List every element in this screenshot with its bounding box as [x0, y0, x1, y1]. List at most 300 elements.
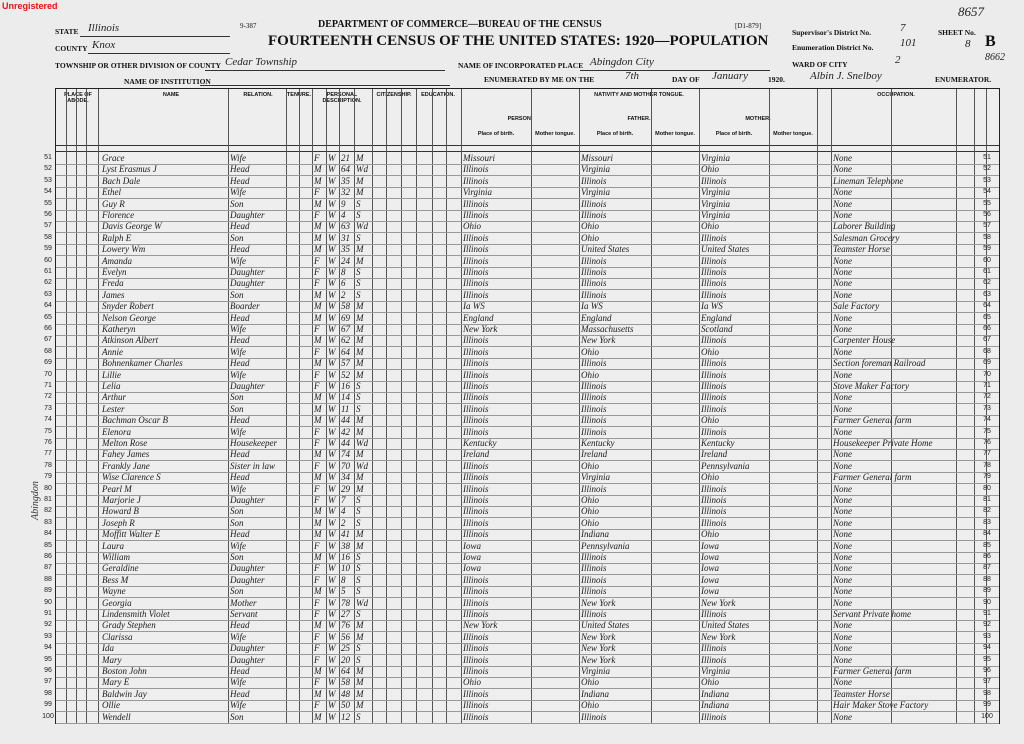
cell-ms: M — [356, 346, 364, 357]
cell-race: W — [328, 472, 336, 483]
cell-fbirth: Illinois — [581, 403, 607, 414]
cell-race: W — [328, 620, 336, 631]
cell-fbirth: Ohio — [581, 700, 599, 711]
cell-occ: None — [833, 426, 852, 437]
cell-birth: Illinois — [463, 381, 489, 391]
cell-birth: New York — [463, 324, 498, 334]
cell-mbirth: Illinois — [701, 278, 727, 289]
row-number-right: 91 — [983, 610, 991, 617]
cell-name: Wendell — [102, 711, 131, 722]
cell-name: Wayne — [102, 586, 126, 597]
cell-ms: M — [356, 369, 364, 380]
row-number-right: 71 — [983, 382, 991, 389]
cell-name: Nelson George — [102, 312, 156, 323]
cell-race: W — [328, 506, 336, 517]
cell-rel: Wife — [230, 540, 246, 551]
census-table — [42, 88, 1000, 724]
row-number-right: 51 — [983, 154, 991, 161]
row-number-right: 58 — [983, 233, 991, 241]
cell-birth: Illinois — [463, 244, 489, 255]
cell-name: Frankly Jane — [102, 460, 150, 471]
row-number: 97 — [44, 678, 52, 686]
cell-rel: Mother — [230, 597, 257, 608]
cell-rel: Head — [230, 175, 250, 186]
cell-birth: Illinois — [463, 472, 489, 483]
cell-occ: None — [833, 654, 852, 665]
cell-name: Boston John — [102, 666, 147, 676]
cell-birth: Missouri — [463, 153, 496, 163]
col-mother-birth: Place of birth. — [715, 131, 753, 137]
cell-age: 70 — [341, 460, 350, 471]
cell-fbirth: Ireland — [581, 449, 608, 460]
cell-occ: None — [833, 711, 852, 722]
row-number: 60 — [44, 256, 52, 264]
cell-name: Snyder Robert — [102, 301, 154, 312]
cell-occ: None — [833, 312, 852, 323]
cell-occ: None — [833, 210, 852, 220]
cell-race: W — [328, 244, 336, 255]
cell-mbirth: Kentucky — [701, 438, 735, 448]
cell-mbirth: Virginia — [701, 153, 730, 163]
cell-birth: Illinois — [463, 289, 489, 300]
cell-race: W — [328, 164, 336, 175]
cell-rel: Son — [230, 586, 244, 597]
cell-ms: S — [356, 711, 361, 722]
cell-race: W — [328, 483, 336, 494]
cell-birth: Illinois — [463, 392, 489, 403]
row-number: 68 — [44, 347, 52, 355]
cell-mbirth: Virginia — [701, 187, 730, 198]
cell-occ: None — [833, 506, 852, 517]
row-number-right: 75 — [983, 427, 991, 435]
cell-occ: Laborer Building — [833, 221, 896, 232]
row-number-right: 76 — [983, 439, 991, 446]
cell-birth: Illinois — [463, 278, 489, 289]
col-personal: PERSONAL DESCRIPTION. — [322, 92, 362, 104]
cell-mbirth: Iowa — [701, 563, 719, 574]
cell-occ: None — [833, 187, 852, 198]
cell-ms: S — [356, 289, 361, 300]
year-label: 1920. — [768, 75, 785, 84]
cell-sex: M — [314, 552, 322, 562]
cell-mbirth: Illinois — [701, 381, 727, 391]
cell-age: 31 — [341, 232, 350, 243]
township-label: TOWNSHIP OR OTHER DIVISION OF COUNTY — [55, 61, 222, 70]
cell-fbirth: Illinois — [581, 358, 607, 369]
cell-rel: Son — [230, 506, 244, 517]
cell-sex: F — [314, 369, 320, 380]
cell-age: 38 — [341, 540, 350, 551]
cell-sex: F — [314, 540, 320, 551]
cell-sex: F — [314, 700, 320, 711]
row-number: 63 — [44, 290, 52, 298]
cell-ms: S — [356, 210, 361, 220]
cell-age: 48 — [341, 688, 350, 699]
cell-name: Pearl M — [102, 483, 132, 494]
row-number-right: 100 — [981, 712, 993, 720]
cell-race: W — [328, 289, 336, 300]
enumerated-day: 7th — [625, 70, 640, 82]
cell-sex: F — [314, 495, 320, 505]
cell-name: Bach Dale — [102, 175, 141, 186]
cell-sex: M — [314, 620, 322, 631]
cell-occ: None — [833, 346, 852, 357]
cell-name: Bess M — [102, 574, 129, 585]
row-number-right: 54 — [983, 188, 991, 196]
cell-rel: Son — [230, 198, 244, 209]
cell-ms: Wd — [356, 597, 368, 608]
supervisor-value: 7 — [900, 22, 906, 34]
row-number: 67 — [44, 336, 52, 344]
cell-occ: Section foreman Railroad — [833, 358, 926, 369]
cell-age: 58 — [341, 677, 350, 688]
cell-name: Geraldine — [102, 563, 139, 574]
cell-ms: S — [356, 552, 361, 562]
cell-birth: Kentucky — [463, 438, 497, 448]
row-number-right: 84 — [983, 530, 991, 538]
cell-occ: Servant Private home — [833, 609, 911, 619]
cell-mbirth: United States — [701, 244, 750, 255]
row-number: 99 — [44, 701, 52, 709]
cell-sex: F — [314, 438, 320, 448]
cell-age: 44 — [341, 438, 350, 448]
cell-birth: Illinois — [463, 643, 489, 654]
watermark-label: Unregistered — [2, 1, 58, 11]
cell-rel: Son — [230, 517, 244, 528]
cell-mbirth: Ireland — [701, 449, 728, 460]
cell-ms: S — [356, 198, 361, 209]
cell-fbirth: Ohio — [581, 369, 599, 380]
cell-ms: S — [356, 506, 361, 517]
cell-name: Arthur — [102, 392, 127, 403]
cell-occ: None — [833, 620, 852, 631]
cell-occ: None — [833, 517, 852, 528]
row-number: 72 — [44, 393, 52, 401]
col-mother-tongue: Mother tongue. — [773, 131, 813, 137]
cell-occ: Lineman Telephone — [833, 175, 904, 186]
col-father-birth: Place of birth. — [596, 131, 634, 137]
col-father-tongue: Mother tongue. — [655, 131, 695, 137]
row-number-right: 67 — [983, 336, 991, 344]
cell-occ: None — [833, 324, 852, 334]
cell-age: 52 — [341, 369, 350, 380]
cell-race: W — [328, 597, 336, 608]
row-number-right: 93 — [983, 632, 991, 640]
cell-ms: M — [356, 255, 364, 266]
cell-ms: S — [356, 654, 361, 665]
cell-rel: Head — [230, 415, 250, 426]
row-number: 70 — [44, 370, 52, 378]
cell-birth: Illinois — [463, 711, 489, 722]
cell-sex: M — [314, 449, 322, 460]
col-father: FATHER. — [627, 116, 651, 122]
cell-rel: Daughter — [230, 574, 265, 585]
cell-fbirth: England — [581, 312, 612, 323]
cell-ms: M — [356, 324, 364, 334]
cell-fbirth: Massachusetts — [581, 324, 634, 334]
cell-sex: M — [314, 517, 322, 528]
cell-fbirth: United States — [581, 620, 630, 631]
cell-race: W — [328, 278, 336, 289]
cell-fbirth: Illinois — [581, 426, 607, 437]
cell-sex: M — [314, 312, 322, 323]
cell-fbirth: Illinois — [581, 563, 607, 574]
cell-occ: Teamster Horse — [833, 688, 890, 699]
cell-birth: Illinois — [463, 255, 489, 266]
census-title: FOURTEENTH CENSUS OF THE UNITED STATES: 1920—POPULATION — [268, 33, 769, 49]
cell-race: W — [328, 654, 336, 665]
cell-mbirth: Ia WS — [701, 301, 723, 312]
cell-rel: Head — [230, 529, 250, 540]
cell-race: W — [328, 677, 336, 688]
cell-sex: F — [314, 381, 320, 391]
cell-rel: Son — [230, 403, 244, 414]
cell-fbirth: Illinois — [581, 175, 607, 186]
cell-rel: Head — [230, 449, 250, 460]
cell-fbirth: Virginia — [581, 164, 610, 175]
cell-mbirth: Ohio — [701, 164, 719, 175]
cell-age: 41 — [341, 529, 350, 540]
cell-birth: Iowa — [463, 540, 481, 551]
cell-sex: M — [314, 506, 322, 517]
cell-rel: Wife — [230, 187, 246, 198]
row-number: 92 — [44, 621, 52, 629]
cell-race: W — [328, 438, 336, 448]
cell-birth: Illinois — [463, 426, 489, 437]
cell-age: 21 — [341, 153, 350, 163]
cell-name: Davis George W — [102, 221, 162, 232]
cell-ms: M — [356, 472, 364, 483]
row-number-right: 92 — [983, 621, 991, 629]
cell-sex: M — [314, 415, 322, 426]
cell-sex: F — [314, 210, 320, 220]
cell-ms: S — [356, 381, 361, 391]
cell-fbirth: Ohio — [581, 506, 599, 517]
row-number: 88 — [44, 575, 52, 583]
row-number: 74 — [44, 416, 52, 424]
cell-name: Grady Stephen — [102, 620, 156, 631]
cell-mbirth: Indiana — [701, 688, 729, 699]
cell-rel: Head — [230, 221, 250, 232]
cell-occ: None — [833, 643, 852, 654]
cell-birth: Illinois — [463, 335, 489, 346]
row-number: 56 — [44, 211, 52, 218]
cell-age: 74 — [341, 449, 350, 460]
cell-ms: Wd — [356, 164, 368, 175]
cell-age: 10 — [341, 563, 350, 574]
cell-mbirth: Indiana — [701, 700, 729, 711]
cell-ms: M — [356, 301, 364, 312]
township-value: Cedar Township — [225, 56, 298, 68]
cell-name: Ethel — [102, 187, 121, 198]
cell-rel: Housekeeper — [230, 438, 277, 448]
cell-occ: None — [833, 597, 852, 608]
cell-age: 44 — [341, 415, 350, 426]
cell-occ: None — [833, 278, 852, 289]
cell-fbirth: Ohio — [581, 232, 599, 243]
cell-ms: M — [356, 631, 364, 642]
cell-mbirth: Iowa — [701, 540, 719, 551]
cell-race: W — [328, 210, 336, 220]
cell-ms: M — [356, 175, 364, 186]
cell-fbirth: Illinois — [581, 609, 607, 619]
cell-mbirth: Illinois — [701, 392, 727, 403]
row-number-right: 56 — [983, 211, 991, 218]
cell-mbirth: New York — [701, 631, 736, 642]
cell-sex: F — [314, 654, 320, 665]
cell-fbirth: Illinois — [581, 255, 607, 266]
cell-mbirth: Virginia — [701, 666, 730, 676]
cell-fbirth: Illinois — [581, 392, 607, 403]
row-number: 53 — [44, 176, 52, 184]
incorporated-label: NAME OF INCORPORATED PLACE — [458, 61, 584, 70]
cell-name: Bachman Oscar B — [102, 415, 168, 426]
row-number: 76 — [44, 439, 52, 446]
row-number-right: 78 — [983, 461, 991, 469]
enumeration-label: Enumeration District No. — [792, 43, 874, 52]
cell-mbirth: Ohio — [701, 221, 719, 232]
cell-birth: Illinois — [463, 529, 489, 540]
row-number: 52 — [44, 165, 52, 173]
cell-race: W — [328, 631, 336, 642]
cell-mbirth: Ohio — [701, 415, 719, 426]
cell-rel: Wife — [230, 631, 246, 642]
row-number-right: 57 — [983, 222, 991, 230]
cell-race: W — [328, 381, 336, 391]
cell-sex: F — [314, 597, 320, 608]
row-number: 71 — [44, 382, 52, 389]
cell-race: W — [328, 529, 336, 540]
ward-value: 2 — [895, 54, 901, 66]
cell-rel: Wife — [230, 369, 246, 380]
cell-birth: Illinois — [463, 232, 489, 243]
cell-occ: None — [833, 153, 852, 163]
cell-fbirth: Indiana — [581, 688, 609, 699]
cell-mbirth: Ohio — [701, 677, 719, 688]
row-number-right: 65 — [983, 313, 991, 321]
cell-occ: None — [833, 563, 852, 574]
cell-name: Ida — [102, 643, 114, 654]
cell-age: 11 — [341, 403, 350, 414]
cell-race: W — [328, 711, 336, 722]
col-citizenship: CITIZENSHIP. — [376, 92, 412, 98]
cell-rel: Wife — [230, 255, 246, 266]
cell-mbirth: Illinois — [701, 232, 727, 243]
cell-birth: Illinois — [463, 164, 489, 175]
row-number: 98 — [44, 689, 52, 697]
cell-occ: None — [833, 483, 852, 494]
cell-name: Lindensmith Violet — [102, 609, 170, 619]
cell-fbirth: Missouri — [581, 153, 614, 163]
cell-fbirth: Illinois — [581, 552, 607, 562]
cell-fbirth: Ohio — [581, 495, 599, 505]
cell-birth: Iowa — [463, 563, 481, 574]
cell-name: James — [102, 289, 125, 300]
cell-mbirth: Illinois — [701, 403, 727, 414]
cell-rel: Wife — [230, 426, 246, 437]
col-place-of-abode: PLACE OF ABODE. — [64, 92, 92, 104]
cell-ms: M — [356, 483, 364, 494]
row-number-right: 59 — [983, 245, 991, 253]
sheet-value: 8 — [965, 38, 971, 50]
cell-name: Evelyn — [102, 267, 127, 277]
cell-mbirth: Pennsylvania — [701, 460, 750, 471]
cell-name: Annie — [102, 346, 123, 357]
cell-mbirth: Illinois — [701, 335, 727, 346]
state-value: Illinois — [88, 22, 120, 34]
cell-age: 64 — [341, 346, 350, 357]
cell-ms: S — [356, 278, 361, 289]
cell-fbirth: Illinois — [581, 267, 607, 277]
col-occupation: OCCUPATION. — [877, 92, 915, 98]
cell-fbirth: United States — [581, 244, 630, 255]
row-number-right: 87 — [983, 564, 991, 572]
row-number: 79 — [44, 473, 52, 481]
row-number: 100 — [42, 712, 54, 720]
form-code: 9-387 — [240, 22, 257, 30]
row-number: 66 — [44, 325, 52, 332]
enumerator-name: Albin J. Snelboy — [810, 70, 882, 82]
cell-ms: S — [356, 392, 361, 403]
cell-fbirth: Pennsylvania — [581, 540, 630, 551]
cell-birth: Illinois — [463, 700, 489, 711]
cell-fbirth: New York — [581, 597, 616, 608]
cell-rel: Head — [230, 620, 250, 631]
cell-occ: Carpenter House — [833, 335, 896, 346]
cell-rel: Boarder — [230, 301, 260, 312]
cell-age: 62 — [341, 335, 350, 346]
row-number-right: 77 — [983, 450, 991, 458]
cell-race: W — [328, 563, 336, 574]
cell-race: W — [328, 552, 336, 562]
ward-label: WARD OF CITY — [792, 60, 848, 69]
cell-rel: Wife — [230, 483, 246, 494]
cell-rel: Daughter — [230, 278, 265, 289]
cell-mbirth: Illinois — [701, 711, 727, 722]
cell-birth: Illinois — [463, 369, 489, 380]
cell-occ: Sale Factory — [833, 301, 880, 312]
cell-sex: F — [314, 324, 320, 334]
cell-age: 63 — [341, 221, 350, 232]
row-number-right: 95 — [983, 655, 991, 663]
cell-rel: Head — [230, 688, 250, 699]
sheet-label: SHEET No. — [938, 28, 976, 37]
cell-fbirth: Illinois — [581, 198, 607, 209]
cell-rel: Sister in law — [230, 460, 276, 471]
cell-mbirth: New York — [701, 597, 736, 608]
cell-sex: F — [314, 574, 320, 585]
cell-birth: Ireland — [463, 449, 490, 460]
cell-fbirth: Virginia — [581, 187, 610, 198]
cell-sex: M — [314, 472, 322, 483]
cell-occ: Housekeeper Private Home — [833, 438, 933, 448]
cell-ms: M — [356, 153, 364, 163]
cell-ms: S — [356, 517, 361, 528]
cell-ms: M — [356, 688, 364, 699]
institution-label: NAME OF INSTITUTION — [124, 77, 211, 86]
cell-ms: S — [356, 232, 361, 243]
row-number-right: 88 — [983, 575, 991, 583]
cell-sex: F — [314, 267, 320, 277]
county-label: COUNTY — [55, 44, 88, 53]
cell-occ: None — [833, 267, 852, 277]
cell-occ: Salesman Grocery — [833, 232, 900, 243]
cell-fbirth: New York — [581, 335, 616, 346]
cell-age: 42 — [341, 426, 350, 437]
cell-name: Mary E — [102, 677, 130, 688]
cell-age: 78 — [341, 597, 350, 608]
state-label: STATE — [55, 27, 79, 36]
